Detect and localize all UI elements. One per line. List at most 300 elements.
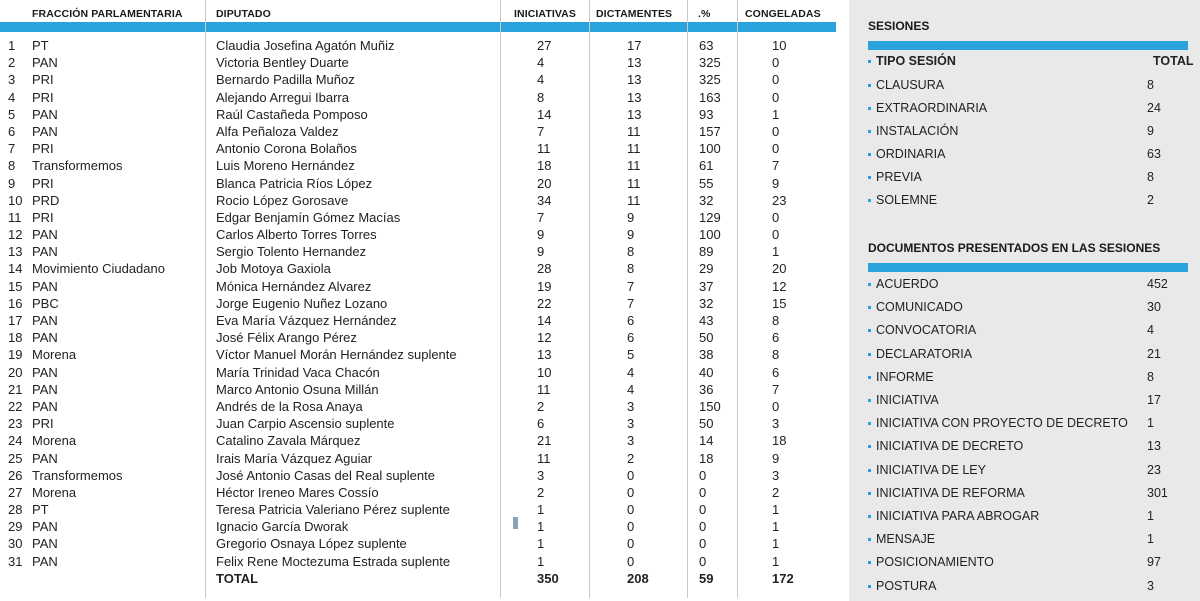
cell-party: PRI	[32, 72, 54, 88]
cell-num: 1	[8, 38, 16, 53]
cell-con: 20	[772, 261, 787, 277]
documentos-value: 1	[1147, 532, 1154, 547]
table-row	[0, 467, 843, 484]
cell-name: Felix Rene Moctezuma Estrada suplente	[216, 553, 451, 569]
cell-party: Transformemos	[32, 158, 123, 174]
sesiones-value: 8	[1147, 170, 1154, 184]
table-row	[0, 209, 843, 226]
cell-name: Carlos Alberto Torres Torres	[216, 227, 377, 243]
cell-num: 2	[8, 55, 16, 71]
cell-name: Héctor Ireneo Mares Cossío	[216, 484, 379, 500]
cell-ini: 21	[537, 433, 552, 449]
cell-pct: 150	[699, 398, 721, 414]
cell-dic: 9	[627, 227, 635, 243]
sesiones-value: 63	[1147, 147, 1161, 161]
sesiones-header-label: TIPO SESIÓN	[876, 54, 956, 68]
cell-name: Andrés de la Rosa Anaya	[216, 398, 363, 414]
cell-con: 7	[772, 158, 780, 174]
cell-name: Juan Carpio Ascensio suplente	[216, 416, 395, 432]
cell-con: 7	[772, 381, 780, 397]
documentos-label: INICIATIVA DE DECRETO	[876, 439, 1024, 454]
cell-pct: 0	[699, 553, 707, 569]
table-row	[0, 450, 843, 467]
cell-pct: 40	[699, 364, 714, 380]
cell-name: Eva María Vázquez Hernández	[216, 313, 397, 328]
bullet-icon	[868, 353, 871, 356]
sesiones-value: 2	[1147, 193, 1154, 207]
cell-name: Raúl Castañeda Pomposo	[216, 106, 368, 122]
cell-name: Bernardo Padilla Muñoz	[216, 72, 355, 88]
documentos-value: 301	[1147, 485, 1168, 500]
cell-pct: 129	[699, 209, 721, 225]
cell-name: Luis Moreno Hernández	[216, 158, 355, 174]
cell-party: PRI	[32, 209, 54, 225]
cell-party: PAN	[32, 450, 58, 466]
cell-con: 0	[772, 209, 780, 225]
cell-con: 9	[772, 175, 780, 191]
cell-con: 1	[772, 536, 780, 552]
cell-con: 0	[772, 72, 780, 88]
cell-ini: 9	[537, 227, 545, 243]
bullet-icon	[868, 399, 871, 402]
cell-name: Alejando Arregui Ibarra	[216, 89, 349, 105]
bullet-icon	[868, 329, 871, 332]
cell-dic: 0	[627, 467, 635, 483]
table-row	[0, 501, 843, 518]
table-row	[0, 553, 843, 570]
cell-num: 10	[8, 192, 23, 208]
table-row	[0, 175, 843, 192]
bullet-icon	[868, 469, 871, 472]
cell-dic: 11	[627, 192, 641, 208]
cell-ini: 4	[537, 72, 545, 88]
sesiones-label: CLAUSURA	[876, 78, 945, 92]
cell-name: Gregorio Osnaya López suplente	[216, 536, 407, 552]
table-body	[0, 37, 843, 587]
cell-pct: 14	[699, 433, 714, 449]
bullet-icon	[868, 376, 871, 379]
cell-con: 1	[772, 502, 780, 518]
cell-party: PRD	[32, 192, 60, 208]
sesiones-row	[868, 99, 1198, 119]
cell-name: Víctor Manuel Morán Hernández suplente	[216, 347, 457, 363]
documentos-label: COMUNICADO	[876, 300, 963, 315]
bullet-icon	[868, 538, 871, 541]
cell-num: 27	[8, 484, 23, 500]
sesiones-value: 8	[1147, 78, 1154, 92]
documentos-label: INICIATIVA DE LEY	[876, 462, 986, 477]
cell-ini: 4	[537, 55, 545, 71]
cell-con: 23	[772, 192, 787, 208]
header-diputado: DIPUTADO	[216, 8, 271, 20]
total-label: TOTAL	[216, 570, 259, 586]
sesiones-value: 9	[1147, 124, 1154, 138]
cell-ini: 10	[537, 364, 552, 380]
cell-dic: 11	[627, 175, 641, 191]
cell-ini: 22	[537, 295, 552, 311]
cell-pct: 32	[699, 295, 714, 311]
cell-dic: 8	[627, 244, 635, 260]
cell-party: Morena	[32, 433, 77, 449]
table-row	[0, 484, 843, 501]
table-row	[0, 398, 843, 415]
cell-name: Alfa Peñaloza Valdez	[216, 123, 339, 139]
documentos-value: 13	[1147, 439, 1161, 454]
sesiones-row	[868, 76, 1198, 96]
table-row	[0, 364, 843, 381]
documentos-value: 8	[1147, 369, 1154, 384]
cell-ini: 1	[537, 553, 545, 569]
documentos-row	[868, 345, 1198, 365]
cell-pct: 50	[699, 330, 714, 346]
sesiones-title: SESIONES	[868, 19, 930, 33]
sesiones-label: PREVIA	[876, 170, 922, 184]
table-row	[0, 535, 843, 552]
cell-ini: 8	[537, 89, 545, 105]
cell-num: 14	[8, 261, 23, 277]
cell-ini: 18	[537, 158, 552, 174]
cell-num: 7	[8, 141, 16, 157]
cell-party: Morena	[32, 347, 77, 363]
cell-party: PAN	[32, 313, 58, 328]
cell-ini: 7	[537, 209, 545, 225]
cell-dic: 6	[627, 330, 635, 346]
cell-name: José Félix Arango Pérez	[216, 330, 357, 346]
cell-pct: 63	[699, 38, 714, 53]
documentos-label: POSTURA	[876, 578, 937, 593]
cell-ini: 7	[537, 123, 545, 139]
table-row	[0, 260, 843, 277]
documentos-row	[868, 368, 1198, 388]
cell-pct: 0	[699, 484, 707, 500]
documentos-label: INICIATIVA DE REFORMA	[876, 485, 1025, 500]
cell-name: Rocio López Gorosave	[216, 192, 349, 208]
cell-party: PAN	[32, 536, 58, 552]
bullet-icon	[868, 585, 871, 588]
cell-name: Teresa Patricia Valeriano Pérez suplente	[216, 502, 450, 518]
bullet-icon	[868, 283, 871, 286]
cell-num: 12	[8, 227, 23, 243]
table-row	[0, 106, 843, 123]
header-accent-bar	[0, 22, 836, 32]
sesiones-label: INSTALACIÓN	[876, 124, 959, 138]
cell-name: Victoria Bentley Duarte	[216, 55, 349, 71]
bullet-icon	[868, 306, 871, 309]
cell-pct: 0	[699, 519, 707, 535]
cell-con: 6	[772, 330, 780, 346]
documentos-value: 4	[1147, 323, 1154, 338]
cell-con: 8	[772, 347, 780, 363]
cell-name: Sergio Tolento Hernandez	[216, 244, 367, 260]
cell-pct: 50	[699, 416, 714, 432]
documentos-label: DECLARATORIA	[876, 346, 973, 361]
cell-num: 21	[8, 381, 23, 397]
cell-num: 31	[8, 553, 23, 569]
documentos-label: INICIATIVA	[876, 393, 939, 407]
documentos-value: 452	[1147, 277, 1168, 291]
cell-party: PRI	[32, 141, 54, 157]
table-row	[0, 54, 843, 71]
row-marker	[513, 517, 518, 529]
documentos-row	[868, 484, 1198, 504]
header-fraccion: FRACCIÓN PARLAMENTARIA	[32, 8, 183, 20]
table-row	[0, 329, 843, 346]
table-row	[0, 192, 843, 209]
cell-party: PAN	[32, 398, 58, 414]
bullet-icon	[868, 199, 871, 202]
cell-dic: 0	[627, 553, 635, 569]
cell-num: 11	[8, 209, 22, 225]
cell-pct: 325	[699, 72, 721, 88]
cell-name: Blanca Patricia Ríos López	[216, 175, 373, 191]
cell-pct: 89	[699, 244, 714, 260]
cell-party: PRI	[32, 416, 54, 432]
cell-party: PAN	[32, 519, 58, 535]
table-row	[0, 226, 843, 243]
bullet-icon	[868, 84, 871, 87]
cell-ini: 11	[537, 141, 551, 157]
cell-pct: 36	[699, 381, 714, 397]
cell-num: 18	[8, 330, 23, 346]
cell-ini: 14	[537, 106, 552, 122]
cell-ini: 20	[537, 175, 552, 191]
documentos-label: POSICIONAMIENTO	[876, 555, 994, 570]
documentos-value: 97	[1147, 555, 1161, 570]
cell-dic: 0	[627, 484, 635, 500]
cell-pct: 157	[699, 123, 721, 139]
cell-name: Antonio Corona Bolaños	[216, 141, 357, 157]
cell-con: 0	[772, 141, 780, 157]
cell-dic: 4	[627, 364, 635, 380]
cell-dic: 13	[627, 72, 642, 88]
cell-ini: 27	[537, 38, 552, 53]
cell-ini: 2	[537, 398, 545, 414]
sesiones-label: EXTRAORDINARIA	[876, 101, 988, 115]
cell-con: 0	[772, 89, 780, 105]
table-row	[0, 432, 843, 449]
cell-num: 6	[8, 123, 16, 139]
header-congeladas: CONGELADAS	[745, 8, 821, 20]
cell-ini: 6	[537, 416, 545, 432]
cell-name: Marco Antonio Osuna Millán	[216, 381, 379, 397]
cell-dic: 0	[627, 519, 635, 535]
table-row	[0, 518, 843, 535]
cell-con: 18	[772, 433, 787, 449]
bullet-icon	[868, 153, 871, 156]
sesiones-label: ORDINARIA	[876, 147, 946, 161]
cell-party: PAN	[32, 364, 58, 380]
cell-pct: 55	[699, 175, 714, 191]
cell-pct: 0	[699, 536, 707, 552]
cell-con: 8	[772, 313, 780, 328]
cell-ini: 1	[537, 502, 545, 518]
cell-num: 13	[8, 244, 23, 260]
sesiones-row	[868, 122, 1198, 142]
documentos-label: ACUERDO	[876, 277, 939, 291]
documentos-value: 21	[1147, 346, 1161, 361]
cell-name: Job Motoya Gaxiola	[216, 261, 331, 277]
cell-dic: 0	[627, 536, 635, 552]
cell-pct: 18	[699, 450, 714, 466]
cell-ini: 3	[537, 467, 545, 483]
cell-party: Morena	[32, 484, 77, 500]
cell-num: 29	[8, 519, 23, 535]
sesiones-header-row	[868, 52, 1198, 72]
cell-con: 12	[772, 278, 787, 294]
table-row	[0, 71, 843, 88]
documentos-row	[868, 553, 1198, 573]
cell-party: PT	[32, 38, 49, 53]
cell-num: 9	[8, 175, 16, 191]
sesiones-value: 24	[1147, 101, 1161, 115]
bullet-icon	[868, 422, 871, 425]
cell-con: 1	[772, 519, 780, 535]
cell-con: 1	[772, 106, 780, 122]
cell-num: 3	[8, 72, 16, 88]
cell-dic: 13	[627, 55, 642, 71]
documentos-row	[868, 507, 1198, 527]
cell-party: PAN	[32, 553, 58, 569]
cell-dic: 0	[627, 502, 635, 518]
table-row	[0, 312, 843, 329]
cell-con: 0	[772, 55, 780, 71]
cell-num: 15	[8, 278, 23, 294]
cell-num: 8	[8, 158, 16, 174]
bullet-icon	[868, 107, 871, 110]
cell-ini: 1	[537, 519, 545, 535]
cell-party: PT	[32, 502, 49, 518]
cell-name: Edgar Benjamín Gómez Macías	[216, 209, 401, 225]
cell-ini: 19	[537, 278, 552, 294]
documentos-row	[868, 391, 1198, 411]
cell-dic: 3	[627, 433, 635, 449]
cell-dic: 7	[627, 278, 635, 294]
cell-num: 28	[8, 502, 23, 518]
cell-pct: 93	[699, 106, 714, 122]
cell-party: PAN	[32, 278, 58, 294]
cell-con: 0	[772, 398, 780, 414]
cell-party: PAN	[32, 55, 58, 71]
cell-party: PAN	[32, 106, 58, 122]
cell-pct: 61	[699, 158, 714, 174]
documentos-value: 23	[1147, 462, 1161, 477]
cell-num: 26	[8, 467, 23, 483]
documentos-value: 17	[1147, 393, 1161, 407]
documentos-row	[868, 530, 1198, 550]
cell-ini: 34	[537, 192, 552, 208]
sesiones-row	[868, 191, 1198, 211]
cell-num: 19	[8, 347, 23, 363]
cell-con: 3	[772, 467, 780, 483]
documentos-label: INICIATIVA PARA ABROGAR	[876, 509, 1040, 523]
documentos-row	[868, 461, 1198, 481]
sesiones-row	[868, 168, 1198, 188]
cell-ini: 14	[537, 313, 552, 328]
cell-ini: 28	[537, 261, 552, 277]
cell-name: María Trinidad Vaca Chacón	[216, 364, 380, 380]
documentos-accent-bar	[868, 263, 1188, 272]
table-row	[0, 295, 843, 312]
cell-dic: 5	[627, 347, 635, 363]
cell-con: 1	[772, 553, 780, 569]
cell-party: PBC	[32, 295, 59, 311]
cell-con: 0	[772, 123, 780, 139]
cell-con: 6	[772, 364, 780, 380]
cell-con: 2	[772, 484, 780, 500]
table-row	[0, 37, 843, 54]
bullet-icon	[868, 176, 871, 179]
cell-num: 4	[8, 89, 16, 105]
cell-party: PRI	[32, 89, 54, 105]
header-percent: .%	[698, 8, 711, 20]
cell-name: Ignacio García Dworak	[216, 519, 349, 535]
cell-party: Movimiento Ciudadano	[32, 261, 165, 277]
documentos-row	[868, 321, 1198, 341]
cell-dic: 9	[627, 209, 635, 225]
cell-num: 20	[8, 364, 23, 380]
cell-pct: 37	[699, 278, 714, 294]
bullet-icon	[868, 515, 871, 518]
cell-num: 22	[8, 398, 23, 414]
cell-num: 16	[8, 295, 23, 311]
cell-dic: 8	[627, 261, 635, 277]
cell-dic: 3	[627, 398, 635, 414]
documentos-row	[868, 275, 1198, 295]
documentos-label: MENSAJE	[876, 532, 936, 547]
documentos-label: CONVOCATORIA	[876, 323, 977, 338]
cell-name: Mónica Hernández Alvarez	[216, 278, 372, 294]
cell-dic: 11	[627, 123, 641, 139]
bullet-icon	[868, 561, 871, 564]
documentos-value: 1	[1147, 416, 1154, 431]
cell-party: PAN	[32, 227, 58, 243]
documentos-title: DOCUMENTOS PRESENTADOS EN LAS SESIONES	[868, 241, 1161, 255]
cell-pct: 32	[699, 192, 714, 208]
cell-dic: 4	[627, 381, 635, 397]
cell-ini: 11	[537, 381, 551, 397]
cell-name: Irais María Vázquez Aguiar	[216, 450, 373, 466]
cell-ini: 9	[537, 244, 545, 260]
cell-ini: 1	[537, 536, 545, 552]
total-dic: 208	[627, 570, 649, 586]
cell-name: José Antonio Casas del Real suplente	[216, 467, 435, 483]
cell-party: Transformemos	[32, 467, 123, 483]
table-row	[0, 157, 843, 174]
cell-num: 17	[8, 313, 23, 328]
bullet-icon	[868, 130, 871, 133]
documentos-label: INICIATIVA CON PROYECTO DE DECRETO	[876, 416, 1128, 431]
table-row	[0, 140, 843, 157]
cell-con: 0	[772, 227, 780, 243]
cell-dic: 2	[627, 450, 635, 466]
cell-party: PAN	[32, 330, 58, 346]
cell-pct: 100	[699, 141, 721, 157]
cell-num: 25	[8, 450, 23, 466]
cell-ini: 11	[537, 450, 551, 466]
cell-pct: 43	[699, 313, 714, 328]
bullet-icon	[868, 60, 871, 63]
cell-party: PAN	[32, 244, 58, 260]
cell-dic: 11	[627, 141, 641, 157]
cell-name: Catalino Zavala Márquez	[216, 433, 361, 449]
cell-dic: 3	[627, 416, 635, 432]
documentos-value: 1	[1147, 509, 1154, 523]
documentos-row	[868, 577, 1198, 597]
documentos-label: INFORME	[876, 369, 934, 384]
header-iniciativas: INICIATIVAS	[514, 8, 576, 20]
table-row	[0, 381, 843, 398]
header-dictamentes: DICTAMENTES	[596, 8, 673, 20]
